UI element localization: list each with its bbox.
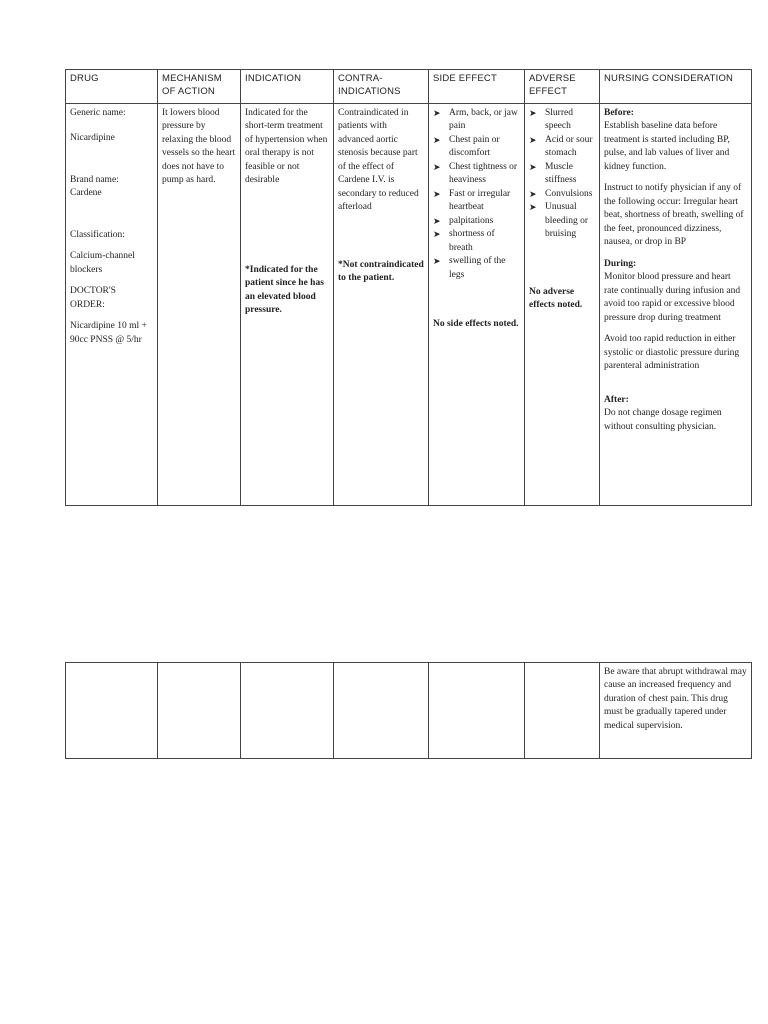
side-effect-list bbox=[433, 107, 520, 282]
list-item bbox=[433, 215, 520, 228]
contraindications-text: Contraindicated in patients with advanced aortic stenosis because part of the effect of Cardene I.V. is secondary to reduced afterload bbox=[338, 108, 419, 213]
list-item bbox=[433, 107, 520, 134]
header-indication: INDICATION bbox=[241, 70, 334, 104]
generic-name-label: Generic name: bbox=[70, 108, 126, 118]
side-effect-item: swelling of the legs bbox=[449, 256, 506, 280]
arrowhead-bullet-icon: ➤ bbox=[433, 134, 441, 145]
header-side-effect: SIDE EFFECT bbox=[429, 70, 525, 104]
indication-cell bbox=[241, 663, 334, 759]
instruct-text: Instruct to notify physician if any of the following occur: Irregular heart beat, shortness of breath, swelling of the feet, pronounced dizziness, nausea, or drop in BP bbox=[604, 183, 744, 248]
after-text: Do not change dosage regimen without consulting physician. bbox=[604, 408, 722, 432]
table-row bbox=[66, 663, 752, 759]
arrowhead-bullet-icon: ➤ bbox=[529, 188, 537, 199]
brand-name-label: Brand name: bbox=[70, 174, 119, 185]
side-effect-item: palpitations bbox=[449, 215, 494, 226]
side-effect-item: Chest tightness or heaviness bbox=[449, 161, 518, 186]
drug-study-table-continued bbox=[65, 662, 752, 759]
nursing-consideration-cell bbox=[600, 104, 752, 506]
drug-cell bbox=[66, 663, 158, 759]
adverse-effect-item: Convulsions bbox=[545, 188, 593, 199]
list-item bbox=[529, 188, 595, 201]
withdrawal-text: Be aware that abrupt withdrawal may cause an increased frequency and duration of chest pain. This drug must be gradually tapered under medical supervision. bbox=[604, 667, 747, 731]
before-label: Before: bbox=[604, 108, 634, 118]
arrowhead-bullet-icon: ➤ bbox=[433, 108, 441, 118]
list-item bbox=[433, 228, 520, 255]
mechanism-text: It lowers blood pressure by relaxing the blood vessels so the heart does not have to pump as hard. bbox=[162, 108, 236, 186]
side-effect-item: shortness of breath bbox=[449, 229, 495, 253]
arrowhead-bullet-icon: ➤ bbox=[529, 108, 537, 118]
adverse-effect-item: Muscle stiffness bbox=[545, 161, 577, 186]
arrowhead-bullet-icon: ➤ bbox=[433, 188, 441, 199]
classification-value: Calcium-channel blockers bbox=[70, 251, 135, 275]
side-effect-note: No side effects noted. bbox=[433, 319, 519, 330]
table-row bbox=[66, 104, 752, 506]
mechanism-cell bbox=[158, 104, 241, 506]
doctors-order-value: Nicardipine 10 ml + 90cc PNSS @ 5/hr bbox=[70, 321, 147, 345]
indication-text: Indicated for the short-term treatment of hypertension when oral therapy is not feasible or not desirable bbox=[245, 108, 328, 186]
adverse-effect-item: Slurred speech bbox=[545, 108, 573, 132]
list-item bbox=[433, 255, 520, 282]
arrowhead-bullet-icon: ➤ bbox=[529, 202, 537, 213]
side-effect-cell bbox=[429, 663, 525, 759]
drug-cell bbox=[66, 104, 158, 506]
mechanism-cell bbox=[158, 663, 241, 759]
arrowhead-bullet-icon: ➤ bbox=[529, 161, 537, 172]
arrowhead-bullet-icon: ➤ bbox=[433, 256, 441, 267]
side-effect-cell bbox=[429, 104, 525, 506]
avoid-text: Avoid too rapid reduction in either systolic or diastolic pressure during parenteral administration bbox=[604, 334, 740, 372]
list-item bbox=[529, 134, 595, 161]
list-item bbox=[529, 201, 595, 241]
side-effect-item: Arm, back, or jaw pain bbox=[449, 108, 518, 132]
arrowhead-bullet-icon: ➤ bbox=[433, 229, 441, 240]
before-text: Establish baseline data before treatment is started including BP, pulse, and lab values of liver and kidney function. bbox=[604, 121, 730, 172]
after-label: After: bbox=[604, 394, 629, 405]
list-item bbox=[529, 161, 595, 188]
list-item bbox=[433, 188, 520, 215]
side-effect-item: Fast or irregular heartbeat bbox=[449, 188, 511, 213]
adverse-effect-list bbox=[529, 107, 595, 242]
adverse-effect-item: Unusual bleeding or bruising bbox=[545, 202, 589, 240]
arrowhead-bullet-icon: ➤ bbox=[529, 134, 537, 145]
adverse-effect-cell bbox=[525, 663, 600, 759]
drug-study-table bbox=[65, 69, 752, 506]
doctors-order-label: DOCTOR'S ORDER: bbox=[70, 286, 116, 310]
brand-name-value: Cardene bbox=[70, 188, 102, 199]
header-nursing-consideration: NURSING CONSIDERATION bbox=[600, 70, 752, 104]
adverse-effect-note: No adverse effects noted. bbox=[529, 286, 583, 311]
contraindications-cell bbox=[334, 663, 429, 759]
header-contraindications: CONTRA-INDICATIONS bbox=[334, 70, 429, 104]
list-item bbox=[529, 107, 595, 134]
adverse-effect-cell bbox=[525, 104, 600, 506]
adverse-effect-item: Acid or sour stomach bbox=[545, 134, 593, 159]
header-row bbox=[66, 70, 752, 104]
classification-label: Classification: bbox=[70, 229, 125, 240]
contraindications-note: *Not contraindicated to the patient. bbox=[338, 259, 424, 284]
indication-note: *Indicated for the patient since he has an elevated blood pressure. bbox=[245, 264, 324, 316]
during-label: During: bbox=[604, 258, 637, 269]
header-drug: DRUG bbox=[66, 70, 158, 104]
side-effect-item: Chest pain or discomfort bbox=[449, 134, 500, 159]
arrowhead-bullet-icon: ➤ bbox=[433, 215, 441, 226]
nursing-consideration-cell bbox=[600, 663, 752, 759]
indication-cell bbox=[241, 104, 334, 506]
generic-name-value: Nicardipine bbox=[70, 133, 115, 144]
arrowhead-bullet-icon: ➤ bbox=[433, 161, 441, 172]
header-adverse-effect: ADVERSE EFFECT bbox=[525, 70, 600, 104]
list-item bbox=[433, 161, 520, 188]
list-item bbox=[433, 134, 520, 161]
header-mechanism: MECHANISM OF ACTION bbox=[158, 70, 241, 104]
contraindications-cell bbox=[334, 104, 429, 506]
during-text: Monitor blood pressure and heart rate continually during infusion and avoid too rapid or excessive blood pressure drop during treatment bbox=[604, 272, 741, 323]
